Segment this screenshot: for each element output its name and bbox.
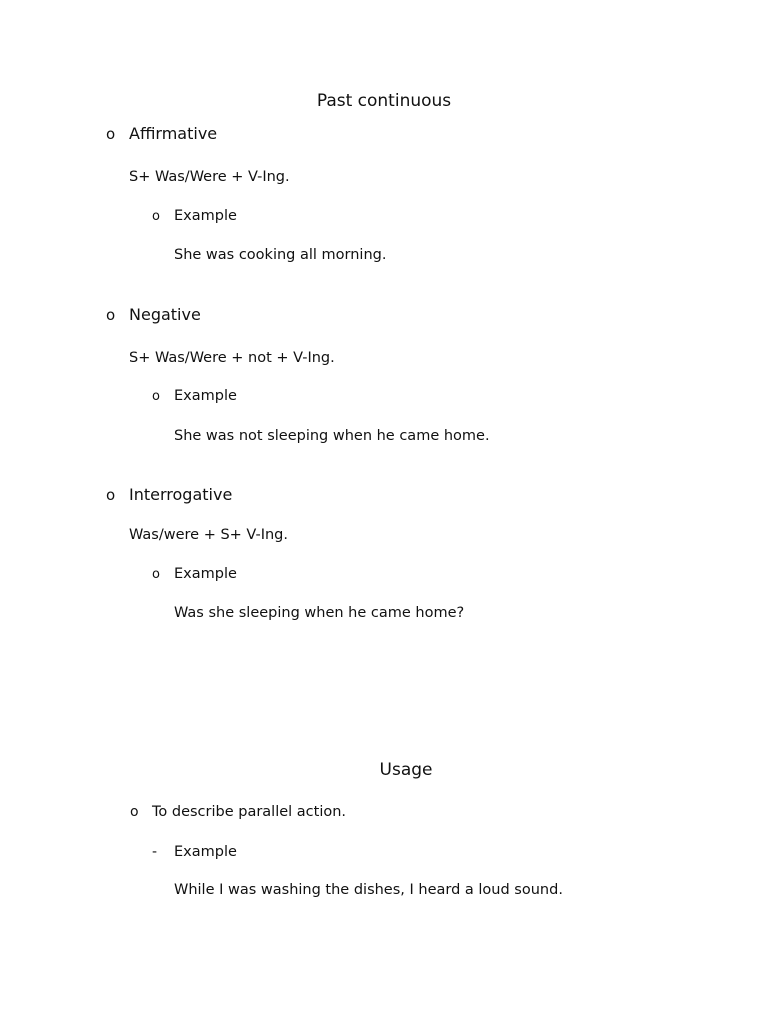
sub-bullet-icon: o [152, 209, 160, 224]
section-heading-negative: Negative [129, 305, 201, 324]
example-label-negative: Example [174, 388, 237, 404]
example-label-interrogative: Example [174, 566, 237, 582]
section-heading-affirmative: Affirmative [129, 124, 218, 143]
example-affirmative: She was cooking all morning. [174, 247, 387, 263]
bullet-icon: o [130, 804, 139, 820]
example-label-affirmative: Example [174, 208, 237, 224]
usage-item: To describe parallel action. [152, 804, 347, 820]
formula-affirmative: S+ Was/Were + V-Ing. [129, 169, 290, 185]
bullet-icon: o [106, 306, 116, 324]
usage-title: Usage [379, 760, 433, 780]
usage-example-label: Example [174, 844, 237, 860]
example-negative: She was not sleeping when he came home. [174, 428, 490, 444]
dash-bullet-icon: - [152, 844, 158, 860]
example-interrogative: Was she sleeping when he came home? [174, 605, 465, 621]
bullet-icon: o [106, 125, 116, 143]
sub-bullet-icon: o [152, 389, 160, 404]
page-title: Past continuous [316, 91, 452, 111]
section-heading-interrogative: Interrogative [129, 485, 233, 504]
usage-example: While I was washing the dishes, I heard a loud sound. [174, 882, 563, 898]
formula-negative: S+ Was/Were + not + V-Ing. [129, 350, 335, 366]
sub-bullet-icon: o [152, 567, 160, 582]
formula-interrogative: Was/were + S+ V-Ing. [129, 527, 288, 543]
bullet-icon: o [106, 486, 116, 504]
